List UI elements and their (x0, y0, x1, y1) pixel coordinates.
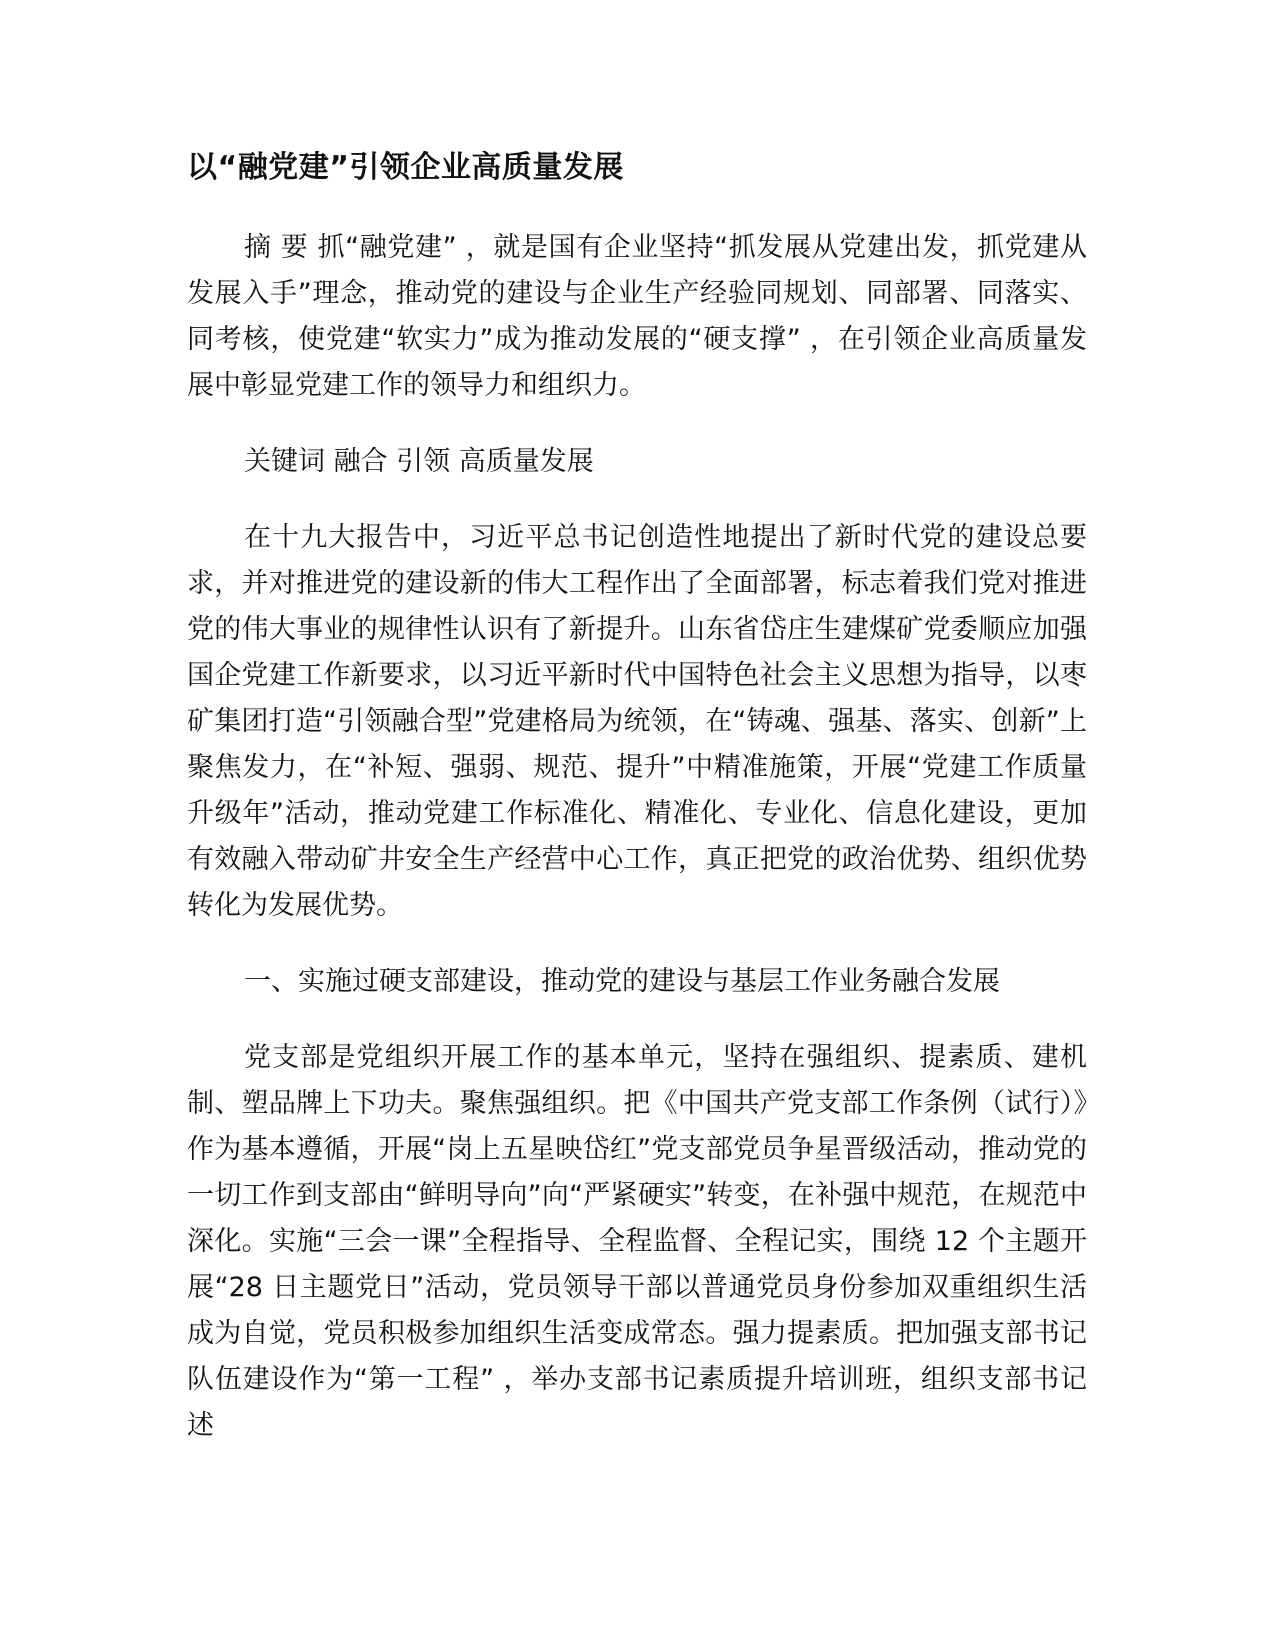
document-page (187, 148, 1087, 1449)
section-body-paragraph: 党支部是党组织开展工作的基本单元，坚持在强组织、提素质、建机制、塑品牌上下功夫。聚焦强组织。把《中国共产党支部工作条例（试行）》作为基本遵循，开展“岗上五星映岱红”党支部党员争星晋级活动，推动党的一切工作到支部由“鲜明导向”向“严紧硬实”转变，在补强中规范，在规范中深化。实施“三会一课”全程指导、全程监督、全程记实，围绕 12 个主题开展“28 日主题党日”活动，党员领导干部以普通党员身份参加双重组织生活成为自觉，党员积极参加组织生活变成常态。强力提素质。把加强支部书记队伍建设作为“第一工程” ，举办支部书记素质提升培训班，组织支部书记述 (187, 1042, 1087, 1441)
abstract-paragraph: 摘 要 抓“融党建” ，就是国有企业坚持“抓发展从党建出发，抓党建从发展入手”理念，推动党的建设与企业生产经验同规划、同部署、同落实、同考核，使党建“软实力”成为推动发展的“硬支撑” ，在引领企业高质量发展中彰显党建工作的领导力和组织力。 (187, 232, 1087, 401)
section-heading: 一、实施过硬支部建设，推动党的建设与基层工作业务融合发展 (244, 966, 1000, 997)
intro-paragraph: 在十九大报告中，习近平总书记创造性地提出了新时代党的建设总要求，并对推进党的建设新的伟大工程作出了全面部署，标志着我们党对推进党的伟大事业的规律性认识有了新提升。山东省岱庄生建煤矿党委顺应加强国企党建工作新要求，以习近平新时代中国特色社会主义思想为指导，以枣矿集团打造“引领融合型”党建格局为统领，在“铸魂、强基、落实、创新”上聚焦发力，在“补短、强弱、规范、提升”中精准施策，开展“党建工作质量升级年”活动，推动党建工作标准化、精准化、专业化、信息化建设，更加有效融入带动矿井安全生产经营中心工作，真正把党的政治优势、组织优势转化为发展优势。 (187, 522, 1087, 921)
keywords-paragraph: 关键词 融合 引领 高质量发展 (244, 446, 594, 477)
document-title: 以“融党建”引领企业高质量发展 (187, 150, 624, 185)
